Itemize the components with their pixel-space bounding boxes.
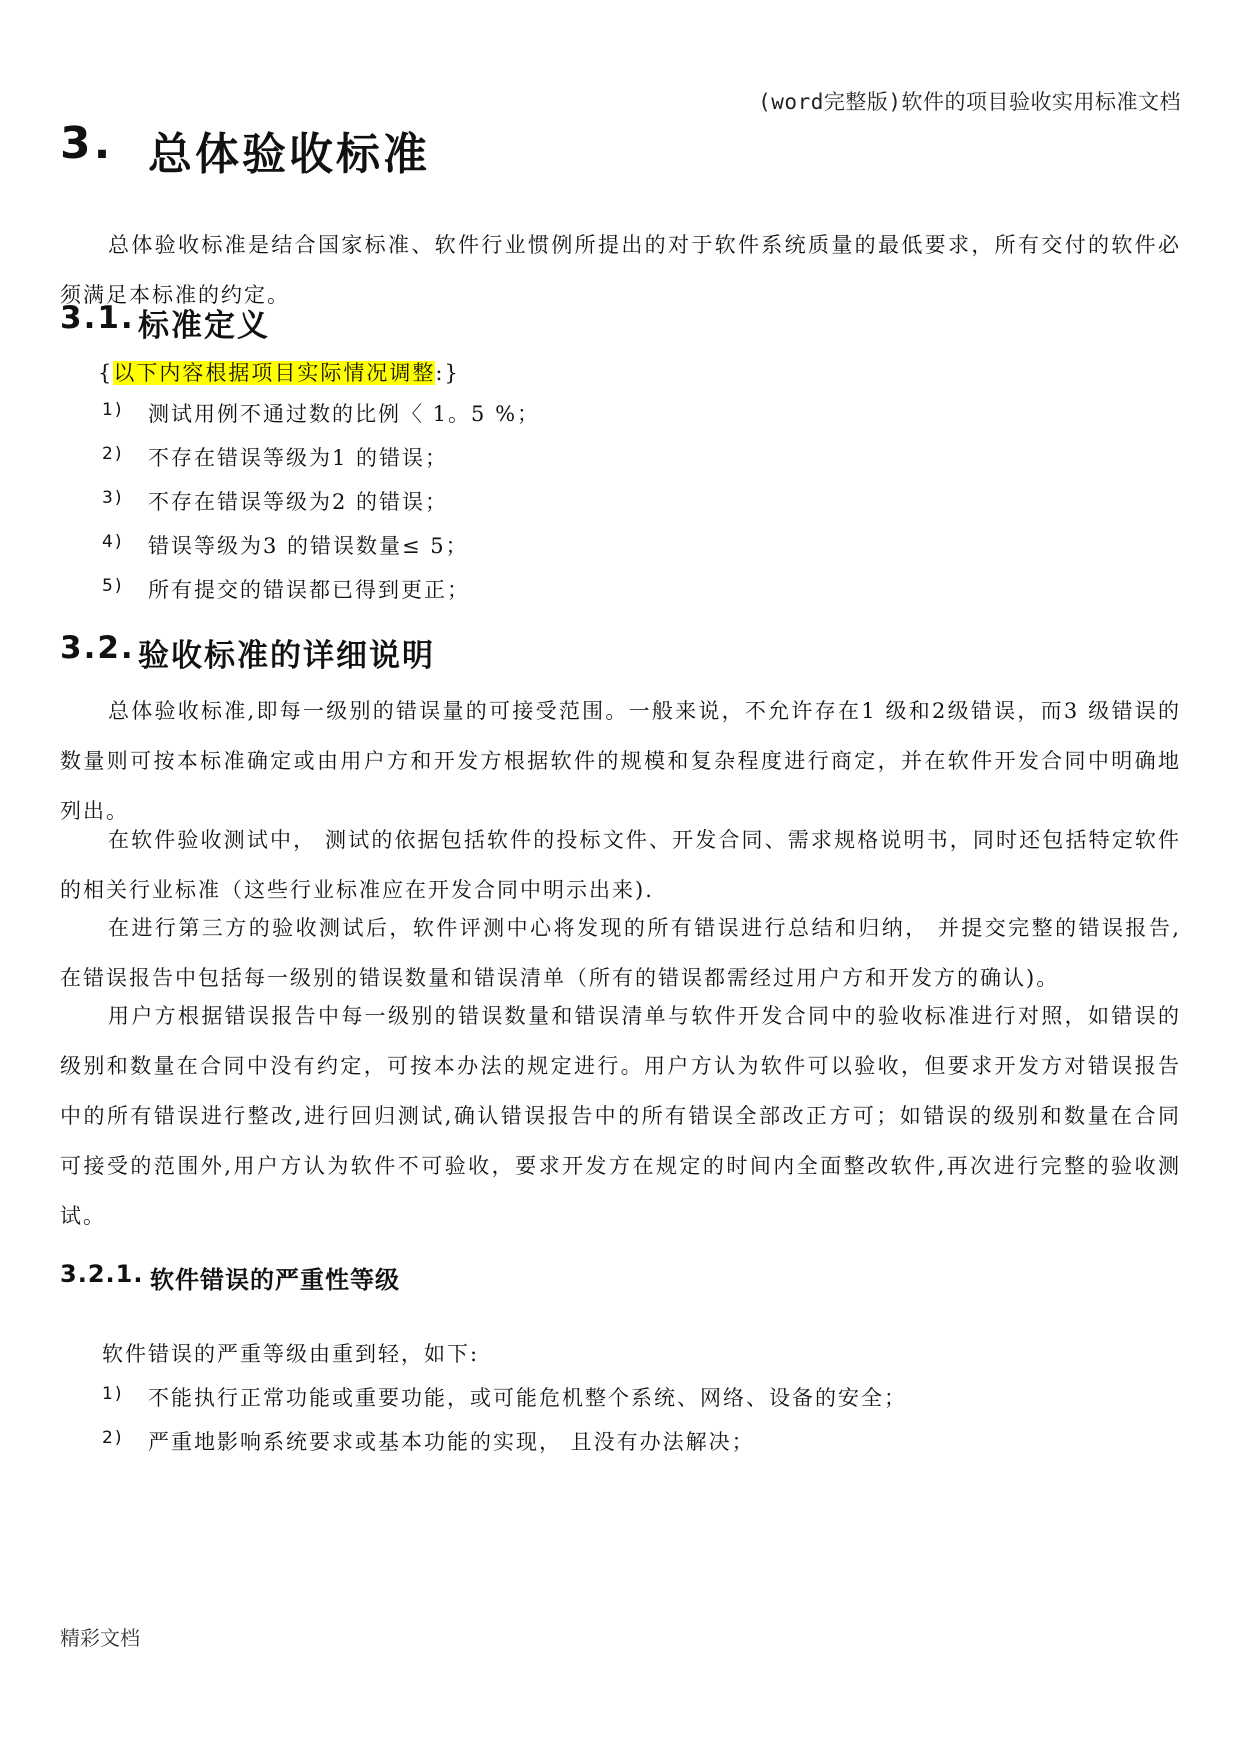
list-item	[102, 530, 469, 560]
section-3-1-heading	[60, 300, 270, 345]
section-title: 总体验收标准	[148, 129, 430, 180]
list-number: 1)	[102, 400, 124, 420]
list-number: 1)	[102, 1384, 124, 1404]
list-number: 4)	[102, 532, 124, 552]
list-number: 2)	[102, 1428, 124, 1448]
list-item	[102, 1426, 755, 1456]
section-title: 软件错误的严重性等级	[150, 1266, 400, 1294]
section-number: 3.2.	[60, 630, 135, 666]
list-text: 不能执行正常功能或重要功能，或可能危机整个系统、网络、设备的安全；	[148, 1386, 907, 1410]
note-open-brace: {	[98, 361, 114, 385]
severity-intro: 软件错误的严重等级由重到轻，如下:	[102, 1342, 480, 1366]
section-title: 验收标准的详细说明	[138, 638, 435, 674]
paragraph: 总体验收标准,即每一级别的错误量的可接受范围。一般来说，不允许存在1 级和2级错误，而3 级错误的数量则可按本标准确定或由用户方和开发方根据软件的规模和复杂程度进行商定，并在软件开发合同中明确地列出。	[60, 699, 1181, 823]
section-3-heading	[60, 118, 430, 182]
list-item	[102, 574, 470, 604]
list-item	[102, 1382, 907, 1412]
list-text: 不存在错误等级为1 的错误；	[148, 446, 449, 470]
paragraph: 用户方根据错误报告中每一级别的错误数量和错误清单与软件开发合同中的验收标准进行对照，如错误的级别和数量在合同中没有约定，可按本办法的规定进行。用户方认为软件可以验收，但要求开发方对错误报告中的所有错误进行整改,进行回归测试,确认错误报告中的所有错误全部改正方可；如错误的级别和数量在合同可接受的范围外,用户方认为软件不可验收，要求开发方在规定的时间内全面整改软件,再次进行完整的验收测试。	[60, 1004, 1181, 1228]
list-item	[102, 486, 448, 516]
section-title: 标准定义	[138, 308, 270, 344]
note-close-brace: :}	[435, 361, 460, 385]
list-text: 严重地影响系统要求或基本功能的实现， 且没有办法解决；	[148, 1430, 755, 1454]
list-number: 5)	[102, 576, 124, 596]
section-3-intro: 总体验收标准是结合国家标准、软件行业惯例所提出的对于软件系统质量的最低要求，所有交付的软件必须满足本标准的约定。	[60, 233, 1181, 307]
section-3-2-heading	[60, 630, 435, 675]
section-number: 3.	[60, 118, 114, 169]
document-header: (word完整版)软件的项目验收实用标准文档	[758, 90, 1181, 114]
paragraph: 在进行第三方的验收测试后，软件评测中心将发现的所有错误进行总结和归纳， 并提交完整的错误报告,在错误报告中包括每一级别的错误数量和错误清单（所有的错误都需经过用户方和开发方的确认)。	[60, 916, 1181, 990]
adjustment-note	[98, 357, 460, 387]
list-number: 3)	[102, 488, 124, 508]
section-number: 3.1.	[60, 300, 135, 336]
highlighted-note: 以下内容根据项目实际情况调整	[113, 361, 436, 385]
paragraph: 在软件验收测试中， 测试的依据包括软件的投标文件、开发合同、需求规格说明书，同时还包括特定软件的相关行业标准（这些行业标准应在开发合同中明示出来).	[60, 828, 1181, 902]
document-footer: 精彩文档	[60, 1626, 140, 1650]
list-text: 测试用例不通过数的比例〈 1。5 %；	[148, 402, 541, 426]
section-3-2-1-heading	[60, 1260, 400, 1295]
list-text: 不存在错误等级为2 的错误；	[148, 490, 449, 514]
list-number: 2)	[102, 444, 124, 464]
list-text: 所有提交的错误都已得到更正；	[148, 578, 470, 602]
list-item	[102, 442, 448, 472]
section-number: 3.2.1.	[60, 1260, 144, 1288]
list-text: 错误等级为3 的错误数量≤ 5；	[148, 534, 469, 558]
list-item	[102, 398, 540, 428]
